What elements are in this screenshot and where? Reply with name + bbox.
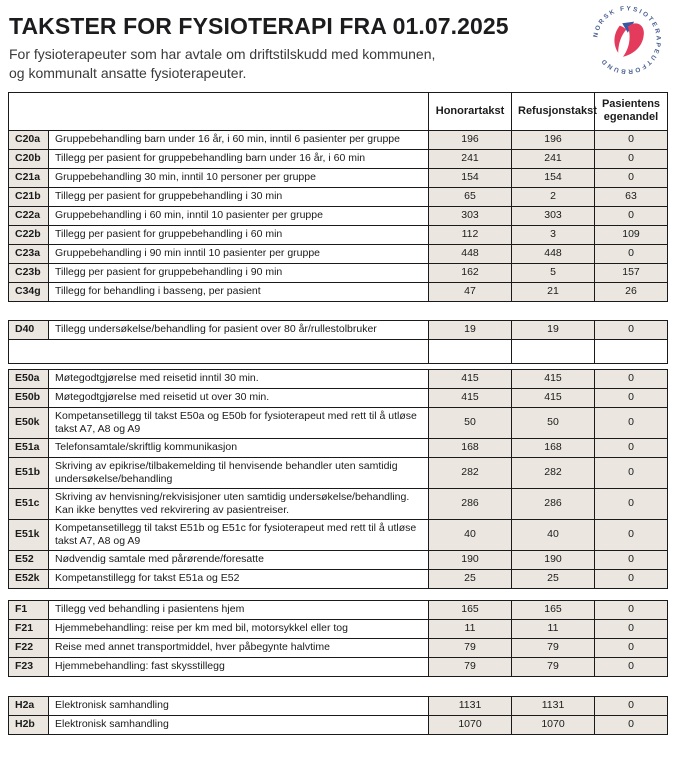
logo-left-swoosh bbox=[614, 26, 626, 53]
takst-description: Møtegodtgjørelse med reisetid inntil 30 min. bbox=[49, 369, 429, 388]
refusjonstakst-value: 303 bbox=[512, 206, 595, 225]
takst-code: E51b bbox=[9, 457, 49, 488]
column-header-honorartakst: Honorartakst bbox=[429, 92, 512, 130]
refusjonstakst-value: 415 bbox=[512, 369, 595, 388]
honorartakst-value: 1131 bbox=[429, 696, 512, 715]
takst-code: E51a bbox=[9, 438, 49, 457]
takst-description: Hjemmebehandling: reise per km med bil, motorsykkel eller tog bbox=[49, 619, 429, 638]
egenandel-value: 0 bbox=[595, 244, 668, 263]
refusjonstakst-value: 19 bbox=[512, 320, 595, 339]
takst-description: Nødvendig samtale med pårørende/foresatte bbox=[49, 550, 429, 569]
refusjonstakst-value: 415 bbox=[512, 388, 595, 407]
table-row bbox=[9, 263, 668, 282]
honorartakst-value: 165 bbox=[429, 600, 512, 619]
takst-description: Reise med annet transportmiddel, hver påbegynte halvtime bbox=[49, 638, 429, 657]
honorartakst-value: 168 bbox=[429, 438, 512, 457]
takst-code: E51k bbox=[9, 519, 49, 550]
rates-table-group-c bbox=[8, 92, 668, 302]
takst-code: C20b bbox=[9, 149, 49, 168]
column-header-refusjonstakst: Refusjonstakst bbox=[512, 92, 595, 130]
refusjonstakst-value: 1070 bbox=[512, 715, 595, 734]
egenandel-value: 0 bbox=[595, 488, 668, 519]
egenandel-value: 0 bbox=[595, 206, 668, 225]
honorartakst-value: 303 bbox=[429, 206, 512, 225]
takst-code: E50b bbox=[9, 388, 49, 407]
table-row bbox=[9, 488, 668, 519]
honorartakst-value: 19 bbox=[429, 320, 512, 339]
egenandel-value: 0 bbox=[595, 130, 668, 149]
takst-description: Tillegg for behandling i basseng, per pasient bbox=[49, 282, 429, 301]
honorartakst-value: 196 bbox=[429, 130, 512, 149]
table-row bbox=[9, 149, 668, 168]
honorartakst-value: 40 bbox=[429, 519, 512, 550]
refusjonstakst-value: 241 bbox=[512, 149, 595, 168]
honorartakst-value: 47 bbox=[429, 282, 512, 301]
takst-code: C22b bbox=[9, 225, 49, 244]
honorartakst-value: 79 bbox=[429, 638, 512, 657]
table-row bbox=[9, 657, 668, 676]
takst-code: C20a bbox=[9, 130, 49, 149]
honorartakst-value: 11 bbox=[429, 619, 512, 638]
nff-logo-icon bbox=[587, 0, 667, 80]
egenandel-value: 0 bbox=[595, 320, 668, 339]
honorartakst-value: 241 bbox=[429, 149, 512, 168]
nff-logo bbox=[587, 0, 667, 80]
table-row bbox=[9, 407, 668, 438]
egenandel-value: 157 bbox=[595, 263, 668, 282]
table-row bbox=[9, 715, 668, 734]
refusjonstakst-value: 448 bbox=[512, 244, 595, 263]
takst-description: Kompetansetillegg til takst E50a og E50b for fysioterapeut med rett til å utløse takst A7, A8 og A9 bbox=[49, 407, 429, 438]
takst-code: C34g bbox=[9, 282, 49, 301]
takst-description: Tillegg per pasient for gruppebehandling i 90 min bbox=[49, 263, 429, 282]
table-row bbox=[9, 388, 668, 407]
egenandel-value: 0 bbox=[595, 149, 668, 168]
table-row bbox=[9, 168, 668, 187]
takst-description: Hjemmebehandling: fast skysstillegg bbox=[49, 657, 429, 676]
table-row bbox=[9, 438, 668, 457]
refusjonstakst-value: 190 bbox=[512, 550, 595, 569]
refusjonstakst-value: 3 bbox=[512, 225, 595, 244]
takst-description: Gruppebehandling 30 min, inntil 10 personer per gruppe bbox=[49, 168, 429, 187]
egenandel-value: 0 bbox=[595, 569, 668, 588]
takst-description: Skriving av epikrise/tilbakemelding til henvisende behandler uten samtidig undersøkelse/behandling bbox=[49, 457, 429, 488]
egenandel-value: 0 bbox=[595, 438, 668, 457]
rates-table-group-h bbox=[8, 696, 668, 735]
takst-description: Elektronisk samhandling bbox=[49, 696, 429, 715]
table-row bbox=[9, 550, 668, 569]
egenandel-value: 0 bbox=[595, 600, 668, 619]
takst-code: C21a bbox=[9, 168, 49, 187]
empty-row bbox=[9, 339, 668, 363]
honorartakst-value: 415 bbox=[429, 369, 512, 388]
takst-code: E50a bbox=[9, 369, 49, 388]
refusjonstakst-value: 11 bbox=[512, 619, 595, 638]
empty-cell bbox=[595, 339, 668, 363]
refusjonstakst-value: 40 bbox=[512, 519, 595, 550]
page-subtitle: For fysioterapeuter som har avtale om driftstilskudd med kommunen, og kommunalt ansatte fysioterapeuter. bbox=[9, 46, 436, 82]
egenandel-value: 0 bbox=[595, 715, 668, 734]
table-row bbox=[9, 569, 668, 588]
page-header bbox=[0, 0, 673, 84]
refusjonstakst-value: 1131 bbox=[512, 696, 595, 715]
egenandel-value: 0 bbox=[595, 638, 668, 657]
takst-code: H2b bbox=[9, 715, 49, 734]
table-row bbox=[9, 600, 668, 619]
table-row bbox=[9, 282, 668, 301]
table-row bbox=[9, 457, 668, 488]
honorartakst-value: 65 bbox=[429, 187, 512, 206]
takst-description: Kompetanstillegg for takst E51a og E52 bbox=[49, 569, 429, 588]
takst-description: Elektronisk samhandling bbox=[49, 715, 429, 734]
egenandel-value: 0 bbox=[595, 168, 668, 187]
table-row bbox=[9, 519, 668, 550]
table-row bbox=[9, 369, 668, 388]
takst-description: Tillegg per pasient for gruppebehandling i 60 min bbox=[49, 225, 429, 244]
header-empty-cell bbox=[9, 92, 429, 130]
takst-description: Telefonsamtale/skriftlig kommunikasjon bbox=[49, 438, 429, 457]
honorartakst-value: 282 bbox=[429, 457, 512, 488]
takst-code: E52k bbox=[9, 569, 49, 588]
refusjonstakst-value: 21 bbox=[512, 282, 595, 301]
honorartakst-value: 162 bbox=[429, 263, 512, 282]
egenandel-value: 0 bbox=[595, 696, 668, 715]
egenandel-value: 0 bbox=[595, 519, 668, 550]
takst-code: C21b bbox=[9, 187, 49, 206]
honorartakst-value: 154 bbox=[429, 168, 512, 187]
table-row bbox=[9, 619, 668, 638]
egenandel-value: 0 bbox=[595, 550, 668, 569]
egenandel-value: 109 bbox=[595, 225, 668, 244]
takst-description: Skriving av henvisning/rekvisisjoner uten samtidig undersøkelse/behandling. Kan ikke benyttes ved rekvirering av pasientreiser. bbox=[49, 488, 429, 519]
takst-code: F1 bbox=[9, 600, 49, 619]
empty-cell bbox=[429, 339, 512, 363]
table-row bbox=[9, 130, 668, 149]
takst-code: F23 bbox=[9, 657, 49, 676]
egenandel-value: 0 bbox=[595, 657, 668, 676]
takst-code: F22 bbox=[9, 638, 49, 657]
egenandel-value: 26 bbox=[595, 282, 668, 301]
honorartakst-value: 79 bbox=[429, 657, 512, 676]
honorartakst-value: 448 bbox=[429, 244, 512, 263]
refusjonstakst-value: 168 bbox=[512, 438, 595, 457]
takst-description: Gruppebehandling i 90 min inntil 10 pasienter per gruppe bbox=[49, 244, 429, 263]
refusjonstakst-value: 282 bbox=[512, 457, 595, 488]
empty-cell bbox=[512, 339, 595, 363]
honorartakst-value: 415 bbox=[429, 388, 512, 407]
honorartakst-value: 1070 bbox=[429, 715, 512, 734]
takst-code: C23b bbox=[9, 263, 49, 282]
refusjonstakst-value: 79 bbox=[512, 638, 595, 657]
egenandel-value: 0 bbox=[595, 457, 668, 488]
egenandel-value: 0 bbox=[595, 619, 668, 638]
page-title: TAKSTER FOR FYSIOTERAPI FRA 01.07.2025 bbox=[9, 13, 509, 39]
refusjonstakst-value: 286 bbox=[512, 488, 595, 519]
takst-code: E51c bbox=[9, 488, 49, 519]
table-row bbox=[9, 187, 668, 206]
rates-table-group-e bbox=[8, 369, 668, 589]
table-row bbox=[9, 320, 668, 339]
takst-code: E52 bbox=[9, 550, 49, 569]
table-header-row bbox=[9, 92, 668, 130]
honorartakst-value: 50 bbox=[429, 407, 512, 438]
table-row bbox=[9, 696, 668, 715]
takst-code: F21 bbox=[9, 619, 49, 638]
rates-table-group-d bbox=[8, 320, 668, 364]
takst-description: Tillegg undersøkelse/behandling for pasient over 80 år/rullestolbruker bbox=[49, 320, 429, 339]
egenandel-value: 0 bbox=[595, 388, 668, 407]
takst-description: Tillegg ved behandling i pasientens hjem bbox=[49, 600, 429, 619]
takst-code: C22a bbox=[9, 206, 49, 225]
table-row bbox=[9, 206, 668, 225]
takst-code: H2a bbox=[9, 696, 49, 715]
table-row bbox=[9, 244, 668, 263]
takst-description: Tillegg per pasient for gruppebehandling i 30 min bbox=[49, 187, 429, 206]
refusjonstakst-value: 196 bbox=[512, 130, 595, 149]
takst-description: Kompetansetillegg til takst E51b og E51c for fysioterapeut med rett til å utløse takst A7, A8 og A9 bbox=[49, 519, 429, 550]
takst-description: Gruppebehandling i 60 min, inntil 10 pasienter per gruppe bbox=[49, 206, 429, 225]
honorartakst-value: 25 bbox=[429, 569, 512, 588]
takst-description: Møtegodtgjørelse med reisetid ut over 30 min. bbox=[49, 388, 429, 407]
column-header-egenandel: Pasientens egenandel bbox=[595, 92, 668, 130]
refusjonstakst-value: 154 bbox=[512, 168, 595, 187]
logo-ring-text: NORSK FYSIOTERAPEUTFORBUND bbox=[592, 5, 662, 75]
table-row bbox=[9, 638, 668, 657]
egenandel-value: 0 bbox=[595, 369, 668, 388]
refusjonstakst-value: 50 bbox=[512, 407, 595, 438]
refusjonstakst-value: 5 bbox=[512, 263, 595, 282]
refusjonstakst-value: 2 bbox=[512, 187, 595, 206]
refusjonstakst-value: 79 bbox=[512, 657, 595, 676]
honorartakst-value: 286 bbox=[429, 488, 512, 519]
empty-cell bbox=[9, 339, 429, 363]
table-row bbox=[9, 225, 668, 244]
refusjonstakst-value: 25 bbox=[512, 569, 595, 588]
rates-table-group-f bbox=[8, 600, 668, 677]
takst-code: C23a bbox=[9, 244, 49, 263]
refusjonstakst-value: 165 bbox=[512, 600, 595, 619]
takst-description: Tillegg per pasient for gruppebehandling barn under 16 år, i 60 min bbox=[49, 149, 429, 168]
takst-code: E50k bbox=[9, 407, 49, 438]
egenandel-value: 63 bbox=[595, 187, 668, 206]
takst-description: Gruppebehandling barn under 16 år, i 60 min, inntil 6 pasienter per gruppe bbox=[49, 130, 429, 149]
honorartakst-value: 112 bbox=[429, 225, 512, 244]
egenandel-value: 0 bbox=[595, 407, 668, 438]
takst-code: D40 bbox=[9, 320, 49, 339]
honorartakst-value: 190 bbox=[429, 550, 512, 569]
